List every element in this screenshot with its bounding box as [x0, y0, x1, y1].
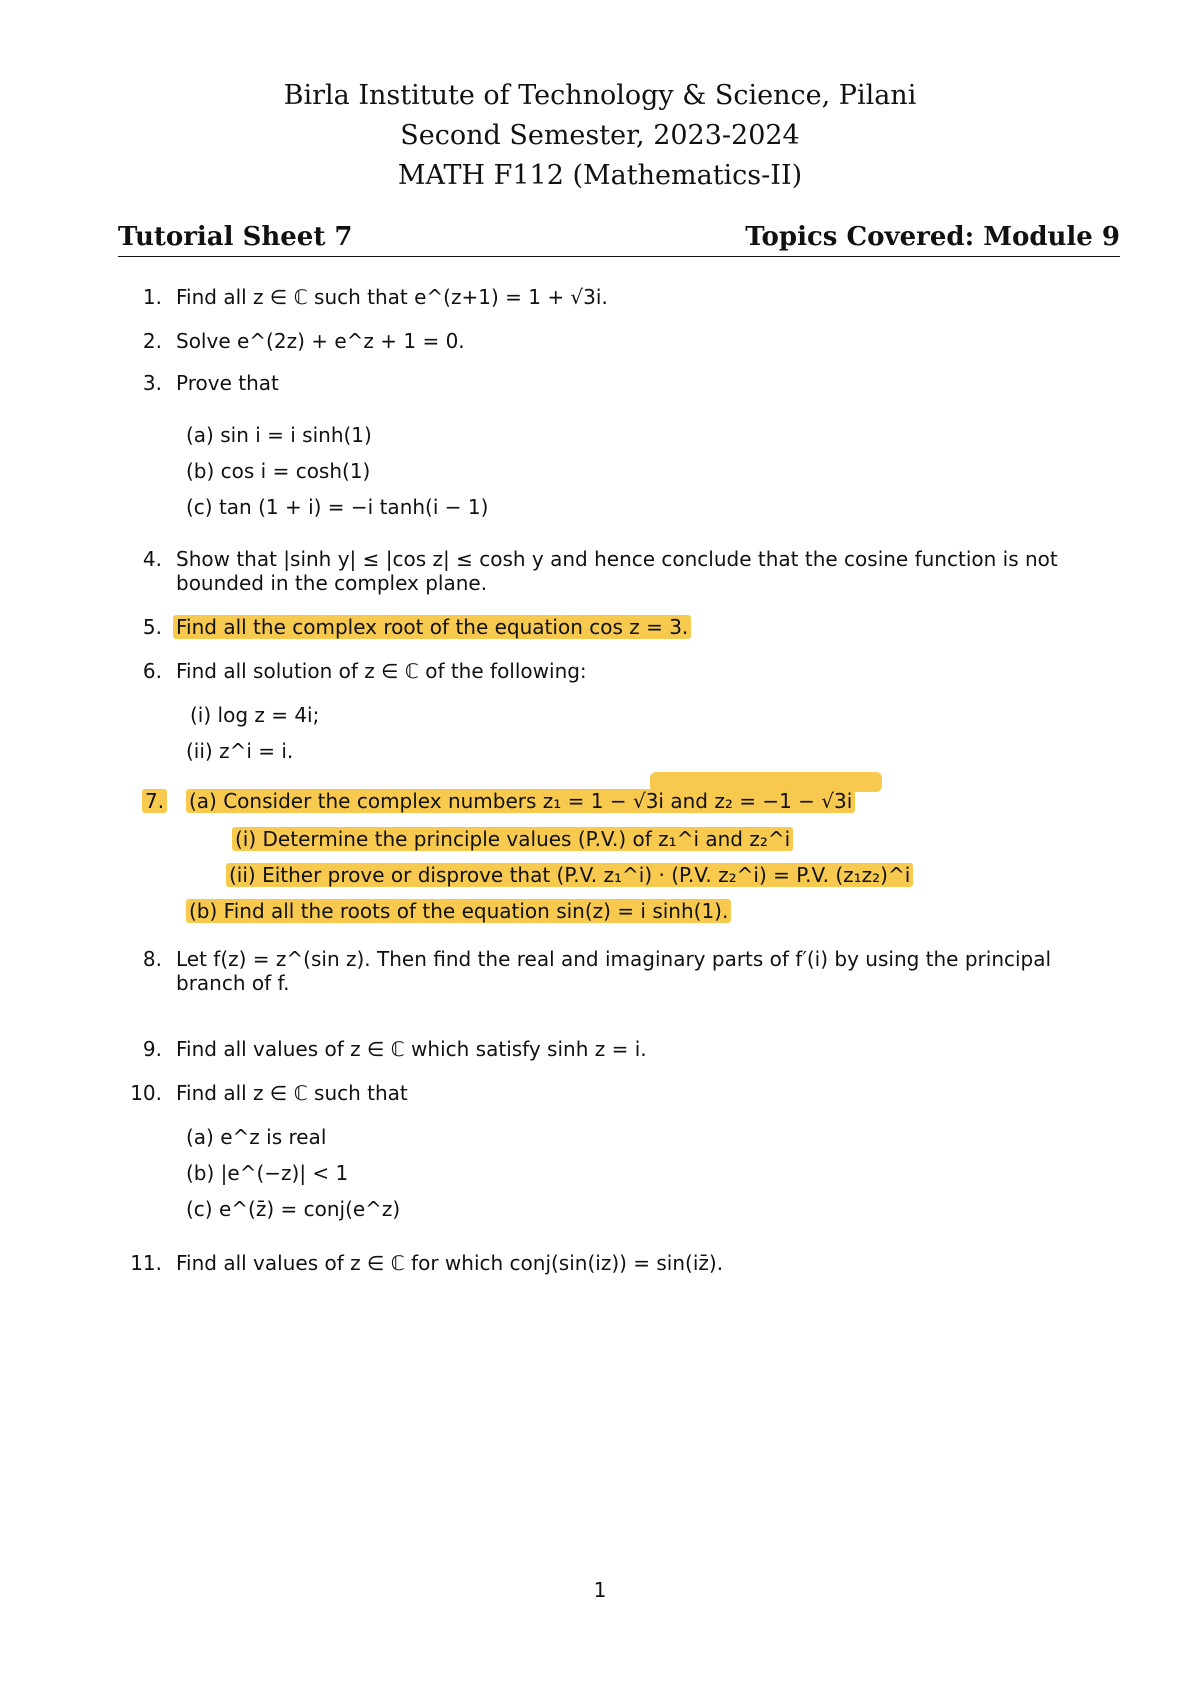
q9-number: 9. — [142, 1037, 162, 1061]
q7ai-highlight: (i) Determine the principle values (P.V.) of z₁^i and z₂^i — [232, 827, 793, 851]
page-number: 1 — [593, 1578, 607, 1602]
q9-text: Find all values of z ∈ ℂ which satisfy sinh z = i. — [176, 1037, 647, 1061]
q2-text: Solve e^(2z) + e^z + 1 = 0. — [176, 329, 465, 353]
course-title: MATH F112 (Mathematics-II) — [397, 160, 803, 191]
q7ai-text — [232, 826, 793, 852]
sheet-header — [118, 222, 1120, 257]
q3a-text: (a) sin i = i sinh(1) — [186, 423, 372, 447]
q6i-text: (i) log z = 4i; — [190, 703, 320, 727]
q3-number: 3. — [142, 371, 162, 395]
q6ii-text: (ii) z^i = i. — [186, 739, 294, 763]
q2-number: 2. — [142, 329, 162, 353]
q3c-text: (c) tan (1 + i) = −i tanh(i − 1) — [186, 495, 489, 519]
q8-text-line1: Let f(z) = z^(sin z). Then find the real and imaginary parts of f′(i) by using the principal — [176, 947, 1052, 971]
institute-title: Birla Institute of Technology & Science, Pilani — [283, 80, 917, 111]
q6-text: Find all solution of z ∈ ℂ of the following: — [176, 659, 587, 683]
q7a-highlight: (a) Consider the complex numbers z₁ = 1 − √3i and z₂ = −1 − √3i — [186, 789, 855, 813]
q7-number: 7. — [142, 788, 167, 814]
q6-number: 6. — [142, 659, 162, 683]
q8-number: 8. — [142, 947, 162, 971]
q7aii-text — [226, 862, 913, 888]
q7b-highlight: (b) Find all the roots of the equation sin(z) = i sinh(1). — [186, 899, 731, 923]
q10-text: Find all z ∈ ℂ such that — [176, 1081, 408, 1105]
q5-number: 5. — [142, 615, 162, 639]
sheet-title: Tutorial Sheet 7 — [118, 222, 353, 252]
topics-covered: Topics Covered: Module 9 — [745, 222, 1120, 252]
q3b-text: (b) cos i = cosh(1) — [186, 459, 371, 483]
q4-text-line2: bounded in the complex plane. — [176, 571, 488, 595]
q10-number: 10. — [130, 1081, 162, 1105]
q7aii-highlight: (ii) Either prove or disprove that (P.V. z₁^i) · (P.V. z₂^i) = P.V. (z₁z₂)^i — [226, 863, 913, 887]
q7b-text — [186, 898, 731, 924]
q7a-text — [186, 788, 855, 814]
q10b-text: (b) |e^(−z)| < 1 — [186, 1161, 349, 1185]
q8-text-line2: branch of f. — [176, 971, 290, 995]
q10a-text: (a) e^z is real — [186, 1125, 327, 1149]
q11-number: 11. — [130, 1251, 162, 1275]
q4-number: 4. — [142, 547, 162, 571]
q5-text — [173, 614, 691, 640]
q1-number: 1. — [142, 285, 162, 309]
q5-highlight: Find all the complex root of the equation cos z = 3. — [173, 615, 691, 639]
q10c-text: (c) e^(z̄) = conj(e^z) — [186, 1197, 401, 1221]
q3-text: Prove that — [176, 371, 279, 395]
q11-text: Find all values of z ∈ ℂ for which conj(sin(iz)) = sin(iz̄). — [176, 1251, 724, 1275]
q4-text-line1: Show that |sinh y| ≤ |cos z| ≤ cosh y and hence conclude that the cosine function is not — [176, 547, 1058, 571]
q1-text: Find all z ∈ ℂ such that e^(z+1) = 1 + √3i. — [176, 285, 608, 309]
semester-title: Second Semester, 2023-2024 — [400, 120, 800, 151]
